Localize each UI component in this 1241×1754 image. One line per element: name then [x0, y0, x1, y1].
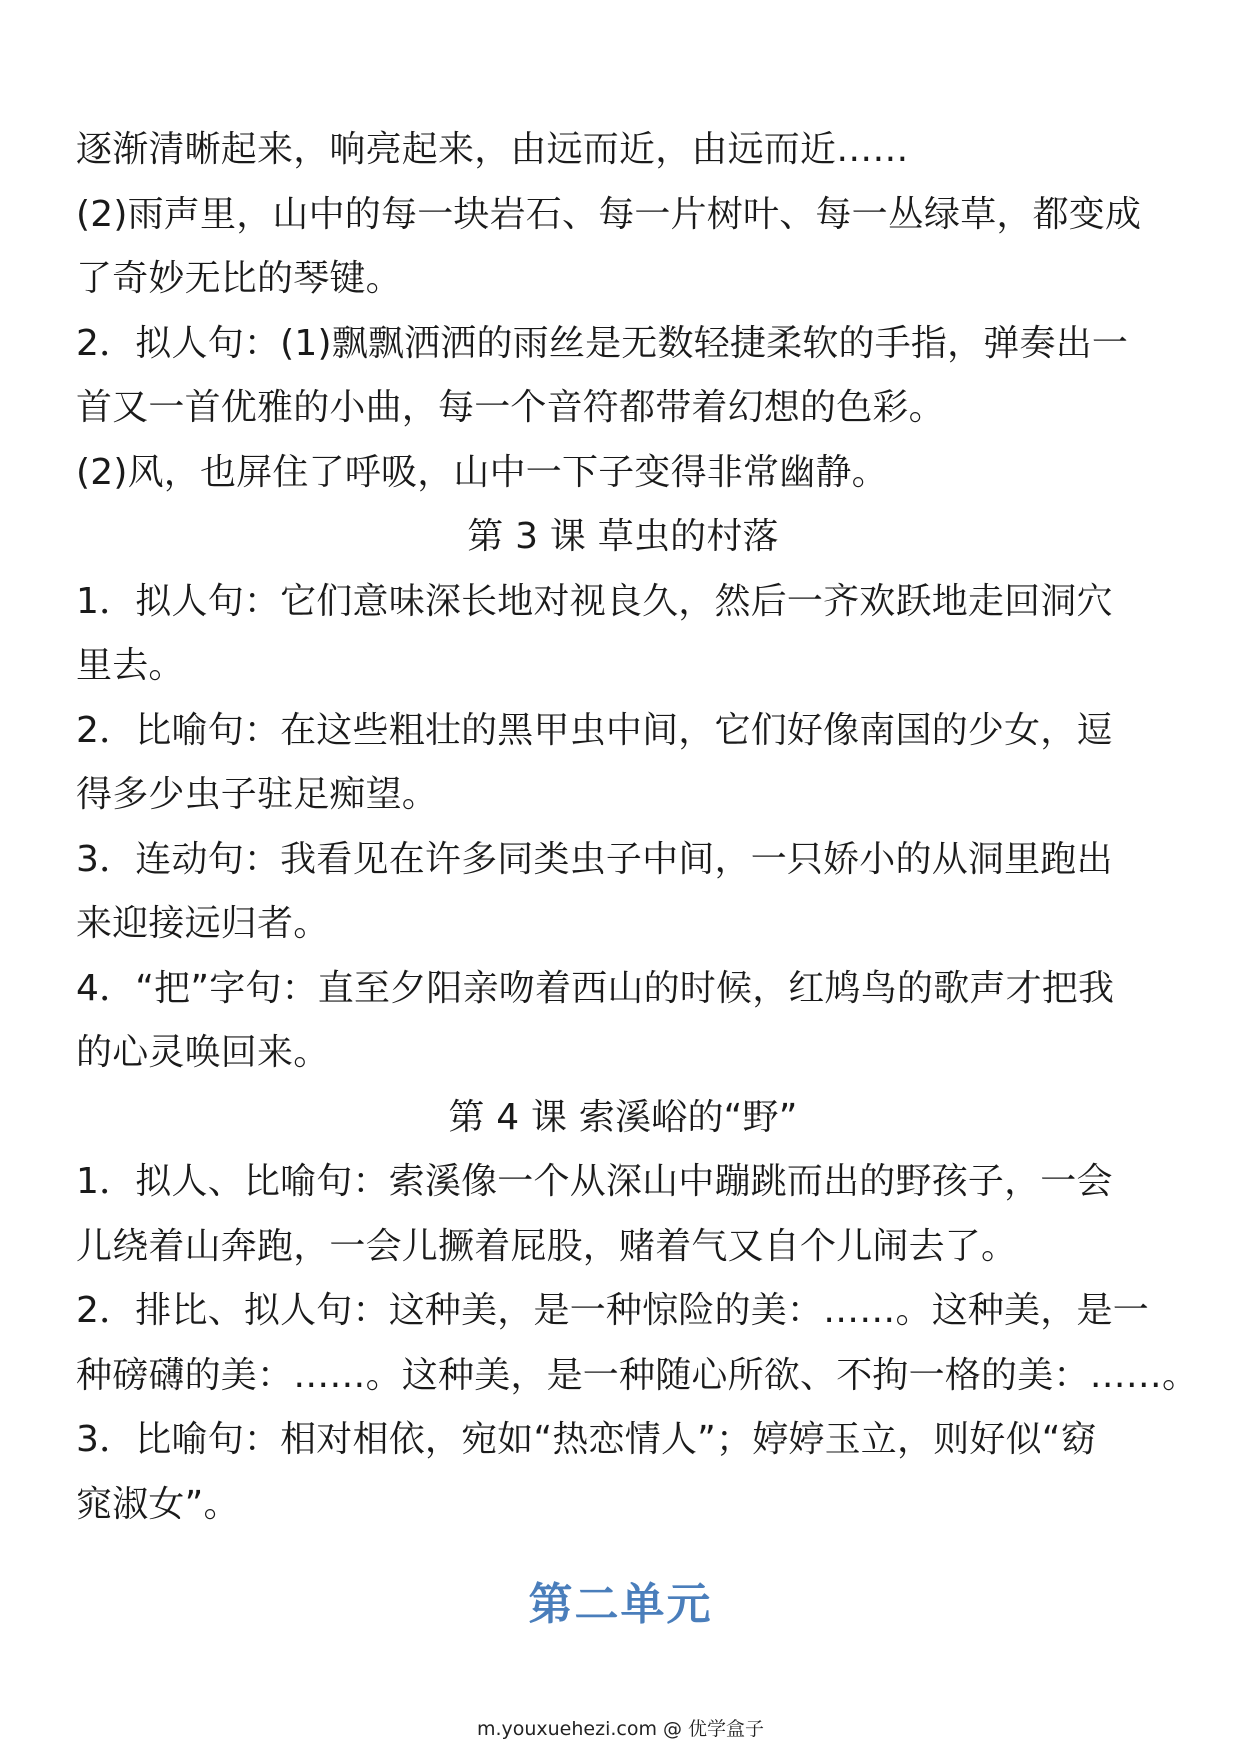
text-line: 4．“把”字句：直至夕阳亲吻着西山的时候，红鸠鸟的歌声才把我 — [76, 967, 1115, 1009]
text-line: 逐渐清晰起来，响亮起来，由远而近，由远而近…… — [76, 129, 909, 170]
text-line: 1．拟人句：它们意味深长地对视良久，然后一齐欢跃地走回洞穴 — [76, 580, 1113, 622]
text-line: (2)风，也屏住了呼吸，山中一下子变得非常幽静。 — [76, 451, 888, 493]
text-line: 来迎接远归者。 — [76, 903, 330, 944]
text-line: 3．连动句：我看见在许多同类虫子中间，一只娇小的从洞里跑出 — [76, 838, 1113, 880]
text-line: 里去。 — [76, 645, 185, 686]
unit-title: 第二单元 — [528, 1579, 713, 1630]
text-line: (2)雨声里，山中的每一块岩石、每一片树叶、每一丛绿草，都变成 — [76, 193, 1142, 235]
text-line: 2．拟人句：(1)飘飘洒洒的雨丝是无数轻捷柔软的手指，弹奏出一 — [76, 322, 1129, 364]
text-line: 了奇妙无比的琴键。 — [76, 258, 402, 299]
text-line: 儿绕着山奔跑，一会儿撅着屁股，赌着气又自个儿闹去了。 — [76, 1225, 1018, 1267]
footer-watermark: m.youxuehezi.com @ 优学盒子 — [476, 1718, 765, 1740]
text-line: 得多少虫子驻足痴望。 — [76, 774, 439, 815]
text-line: 窕淑女”。 — [76, 1483, 240, 1525]
text-line: 3．比喻句：相对相依，宛如“热恋情人”；婷婷玉立，则好似“窈 — [76, 1419, 1097, 1460]
text-line: 首又一首优雅的小曲，每一个音符都带着幻想的色彩。 — [76, 387, 945, 428]
text-line: 的心灵唤回来。 — [76, 1032, 330, 1073]
text-line: 种磅礴的美：……。这种美，是一种随心所欲、不拘一格的美：……。 — [76, 1354, 1199, 1396]
lesson-heading: 第 3 课 草虫的村落 — [467, 516, 779, 557]
text-line: 1．拟人、比喻句：索溪像一个从深山中蹦跳而出的野孩子，一会 — [76, 1161, 1113, 1202]
lesson-heading: 第 4 课 索溪峪的“野” — [448, 1096, 798, 1138]
text-line: 2．排比、拟人句：这种美，是一种惊险的美：……。这种美，是一 — [76, 1290, 1149, 1331]
text-line: 2．比喻句：在这些粗壮的黑甲虫中间，它们好像南国的少女，逗 — [76, 709, 1113, 751]
document-body — [76, 118, 1199, 1537]
